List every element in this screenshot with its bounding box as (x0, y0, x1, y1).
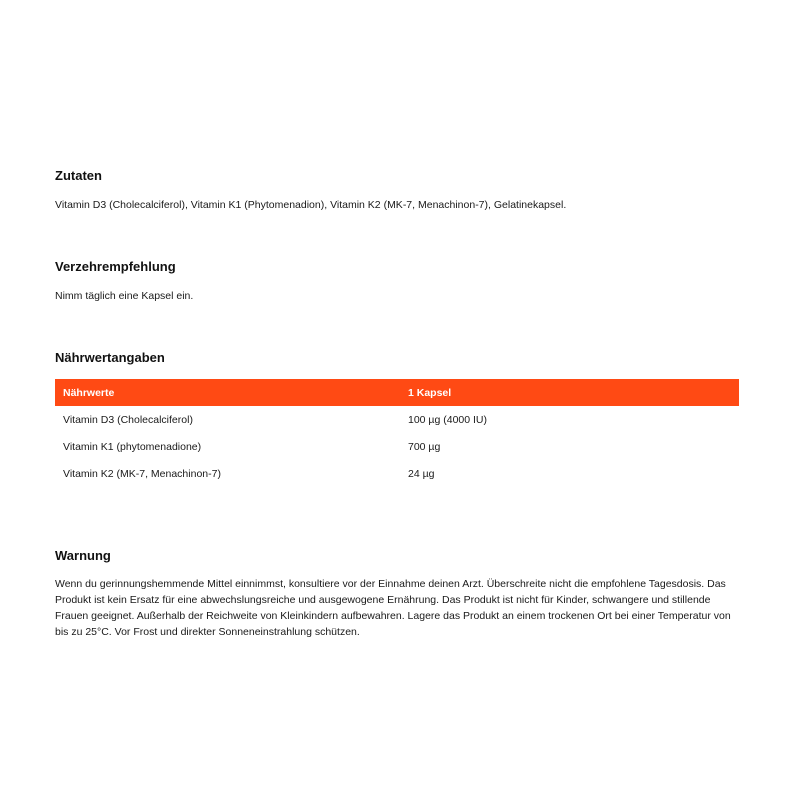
warning-text: Wenn du gerinnungshemmende Mittel einnimmst, konsultiere vor der Einnahme deinen Arzt. Überschreite nicht die empfohlene Tagesdosis. Das Produkt ist kein Ersatz für eine abwechslungsreiche und ausgewogene Ernährung. Das Produkt ist nicht für Kinder, schwangere und stillende Frauen geeignet. Außerhalb der Reichweite von Kleinkindern aufbewahren. Lagere das Produkt an einem trockenen Ort bei einer Temperatur von bis zu 25°C. Vor Frost und direkter Sonneneinstrahlung schützen. (55, 578, 731, 638)
ingredients-text: Vitamin D3 (Cholecalciferol), Vitamin K1 (Phytomenadion), Vitamin K2 (MK-7, Menachinon-7), Gelatinekapsel. (55, 199, 567, 211)
nutrient-amount: 700 µg (408, 440, 441, 453)
table-row (55, 406, 739, 433)
nutrition-header-nutrient: Nährwerte (55, 379, 400, 406)
nutrition-header-per-capsule: 1 Kapsel (400, 379, 739, 406)
ingredients-heading: Zutaten (55, 168, 102, 183)
table-row (55, 433, 739, 460)
nutrient-name: Vitamin K2 (MK-7, Menachinon-7) (63, 467, 221, 480)
dosage-heading: Verzehrempfehlung (55, 259, 176, 274)
warning-heading: Warnung (55, 548, 111, 563)
dosage-text: Nimm täglich eine Kapsel ein. (55, 290, 194, 302)
nutrition-table-header-row (55, 379, 739, 406)
nutrient-name: Vitamin K1 (phytomenadione) (63, 440, 202, 453)
nutrient-name: Vitamin D3 (Cholecalciferol) (63, 413, 193, 426)
nutrition-table (55, 379, 739, 487)
table-row (55, 460, 739, 487)
nutrient-amount: 24 µg (408, 467, 435, 480)
nutrition-heading: Nährwertangaben (55, 350, 165, 365)
nutrient-amount: 100 µg (4000 IU) (408, 413, 488, 426)
